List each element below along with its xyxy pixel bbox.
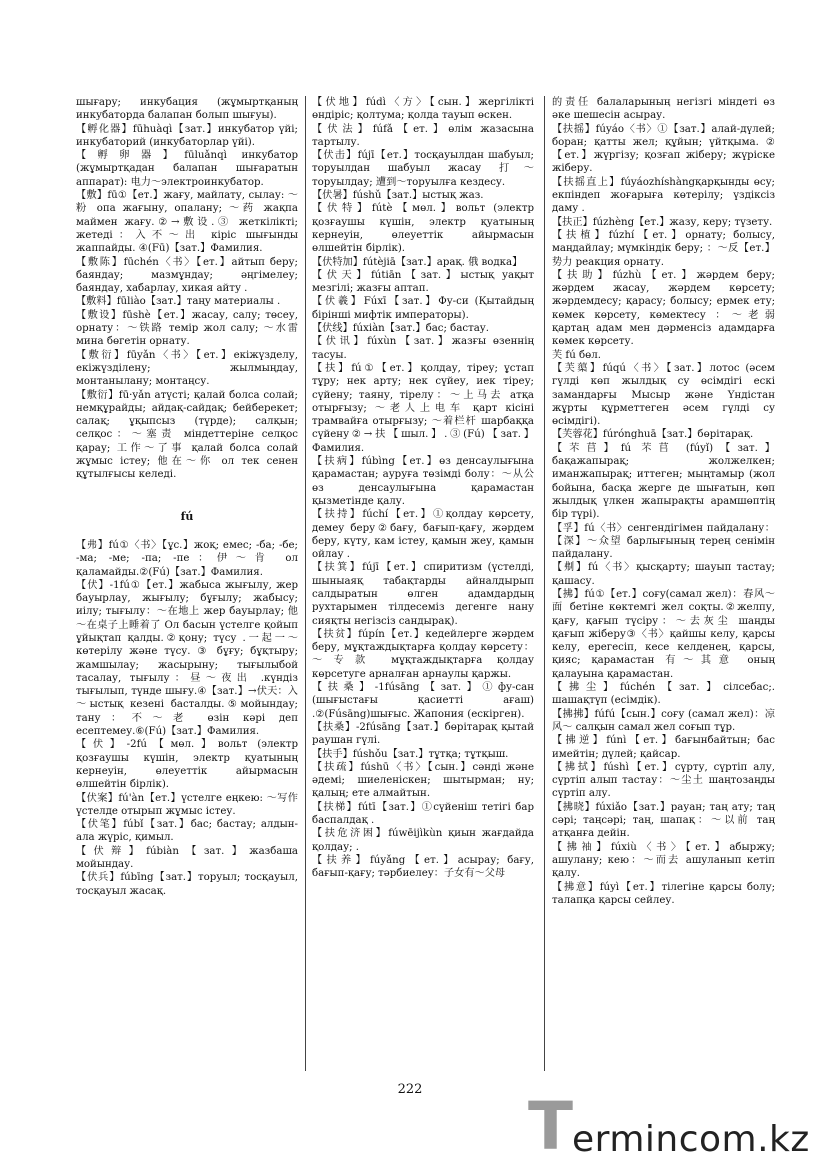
dictionary-entry: 【伏法】fúfǎ【ет.】өлім жазасына тартылу. [312,123,534,148]
dictionary-entry: 【伏】-2fú【мөл.】вольт (электр қозғаушы күшін, электр қуатының кернеуін, өлеуеттік айырмасын өлшейтін бірлік). [76,739,298,791]
dictionary-entry: 【伏暑】fúshǔ【зат.】ыстық жаз. [312,190,484,202]
dictionary-entry: 【孵卵器】fūluǎnqì инкубатор (жұмыртқадан балапан шығаратын аппарат): 电力～электроинкубатор. [76,150,298,188]
column-divider-1 [305,96,306,1071]
dictionary-entry: 【弗】fú①〈书〉【ұс.】жоқ; емес; -ба; -бе; -ма; -ме; -па; -пе：伊～肯 ол қаламайды.②(Fú)【зат.】Фамилия. [76,539,298,578]
logo-text: ermincom.kz [572,1119,810,1160]
dictionary-entry: 【拂】fú①【ет.】соғу(самал жел)：春风～面 бетіне көктемгі жел соқты.②желпу, қағу, қағып түсіру：～去灰尘 шаңды қағып жіберу③〈书〉қайшы келу, қарсы келу, ерегесіп, кесе келденең, қарсы, қияс; қарамастан 有～其意 оның қалауына қарамастан. [552,588,775,680]
dictionary-entry: 【敷衍】fū·yǎn атүсті; қалай болса солай; немқұрайды; айдақ-сайдақ; бейберекет; салақ; ұқыпсыз (түрде); салқын; селқос：～塞责 міндеттеріне селқос қарау; 工作～了事 қалай болса солай жұмыс істеу; 他在～你 ол тек сенен құтылғысы келеді. [76,389,298,481]
dictionary-entry: 【敷料】fūliào【зат.】таңу материалы . [76,296,281,308]
dictionary-entry: 【芣苢】fú 芣苢 (fúyǐ)【зат.】бақажапырақ; жолжелкен; иманжапырақ; иттеген; мыңтамыр (жол бойына, басқа жерге де шығатын, көп жылдық үлкен жапырақты арамшөптің бір түрі). [552,442,775,521]
column-divider-2 [544,96,545,1071]
termincom-logo [528,1088,818,1165]
dictionary-entry: 【扶】fú①【ет.】қолдау, тіреу; ұстап тұру; нек арту; нек сүйеу, иек тіреу; сүйену; таяну, тірелу：～上马去 атқа отырғызу; ～老人上电车 қарт кісіні трамвайға отырғызу; ～着栏杆 шарбаққа сүйену②→扶【шыл.】.③(Fú)【зат.】Фамилия. [312,362,534,454]
dictionary-entry: 【拂晓】fúxiǎo【зат.】рауан; таң ату; таң сәрі; таңсәрі; таң, шапақ：～以前 таң атқанға дейін. [552,801,775,840]
dictionary-entry: 【扶摇】fúyáo〈书〉①【зат.】алай-дүлей; боран; қатты жел; құйын; үйтқыма. ②【ет.】жүргізу; қозғап жіберу; жүріске жіберу. [552,123,775,175]
dictionary-entry: 【伏案】fú'àn【ет.】үстелге еңкею: ～写作 үстелде отырып жұмыс істеу. [76,792,298,817]
entries-left-bottom [76,539,298,898]
dictionary-entry: 【拂拭】fúshì【ет.】сүрту, сүртіп алу, сүртіп алып тастау：～尘土 шаңтозаңды сүртіп алу. [552,761,775,800]
dictionary-entry: 【伏】-1fú①【ет.】жабыса жығылу, жер бауырлау, жығылу; бұғылу; жабысу; иілу; тығылу：～在地上 жер бауырлау; 他～在桌子上睡着了 Ол басын үстелге қойып ұйықтап қалды.②қону; түсу .一起一～ көтерілу және түсу. ③ бұғу; бұқтыру; жамшылау; жасырыну; тығылыбой тасалау, тығылу：昼～夜出 .күндіз тығылып, түнде шығу.④【зат.】→伏天：入～ыстық кезені басталды.⑤мойындау; тану：不～老 өзін кәрі деп есептемеу.⑥(Fú)【зат.】Фамилия. [76,579,298,738]
column-right [552,96,775,1071]
dictionary-entry: 【扶持】fúchí【ет.】①қолдау көрсету, демеу беру②бағу, бағып-қағу, жәрдем беру, күту, кам істеу, қамын жеу, қамын ойлау . [312,509,534,561]
entries-right [552,96,775,907]
page-number: 222 [397,1082,423,1097]
dictionary-entry: 【伏兵】fúbīng【зат.】торуыл; тосқауыл, тосқауыл жасақ. [76,872,298,897]
dictionary-entry: 【芙蕖】fúqú〈书〉【зат.】лотос (әсем гүлді көп жылдық су өсімдігі ескі замандарғы Мысыр және Үндістан жұрты құрметтеген әсем гүлді су өсімдігі). [552,362,775,428]
dictionary-entry: 【伏讯】fúxùn【зат.】жазғы өзеннің тасуы. [312,336,534,361]
column-middle [312,96,534,1071]
dictionary-entry: 【扶正】fúzhèng【ет.】жазу, керу; түзету. [552,216,773,228]
dictionary-entry: 的责任 балаларының негізгі міндеті өз әке шешесін асырау. [552,97,775,122]
entries-middle [312,96,534,881]
dictionary-entry: 【伏辩】fúbiàn【зат.】жазбаша мойындау. [76,845,298,871]
dictionary-entry: 【伏特】fútè【мөл.】вольт (электр қозғаушы күшін, электр қуатының кернеуін, өлеуеттік айырмасын өлшейтін бірлік). [312,203,534,255]
dictionary-entry: 【拂意】fúyì【ет.】тілегіне қарсы болу; талапқа қарсы сейлеу. [552,881,775,906]
dictionary-entry: 【伏击】fújī【ет.】тосқауылдан шабуыл; торуылдан шабуыл жасау 打～торуылдау; 遭到～торуылға кездесу. [312,150,534,188]
dictionary-entry: 【拂逆】fúnì【ет.】бағынбайтын; бас имейтін; дүлей; қайсар. [552,735,775,760]
dictionary-entry: 【扶梯】fútī【зат.】①сүйеніш тетігі бар баспалдақ . [312,801,534,827]
dictionary-entry: 芙 fú бөл. [552,349,601,361]
dictionary-entry: 【扶疏】fúshū〈书〉【сын.】сәнді және әдемі; шиеленіскен; шытырман; ну; қалың; ете алмайтын. [312,761,534,800]
dictionary-entry: 【敷设】fūshè【ет.】жасау, салу; төсеу, орнату：～铁路 темір жол салу; ～水雷 мина бөгетін орнату. [76,309,298,348]
dictionary-entry: 【伏线】fúxiàn【зат.】бас; бастау. [312,323,490,335]
dictionary-entry: 【拂袖】fúxiù〈书〉【ет.】абыржу; ашулану; кею：～而去 ашуланып кетіп қалу. [552,841,775,880]
dictionary-entry: 【伏羲】Fúxī【зат.】Фу-си (Қытайдың бірінші мифтік императоры). [312,296,534,321]
dictionary-entry: 【扶助】fúzhù【ет.】жәрдем беру; жәрдем жасау, жәрдем көрсету; жәрдемдесу; қарасу; болысу; ермек ету; көмек көрсету, көмектесу ：～老弱 қартаң адам мен дәрменсіз адамдарға көмек көрсету. [552,269,775,348]
dictionary-entry: 【伏地】fúdì〈方〉【сын.】жергілікті өндіріс; қолтума; қолда тауып өскен. [312,97,534,122]
dictionary-entry: 【伏笔】fúbǐ【зат.】бас; бастау; алдын-ала жүріс, қимыл. [76,819,298,844]
dictionary-entry: 【孚】fú〈书〉сенгендігімен пайдалану：【深】～众望 барлығының терең сенімін пайдалану. [552,522,775,561]
dictionary-entry: 【孵化器】fūhuàqì【зат.】инкубатор үйі; инкубаторий (инкубаторлар үйі). [76,123,298,148]
dictionary-entry: 【扶桑】-1fúsāng【зат.】①фу-сан (шығыстағы қасиетті ағаш) .②(Fúsāng)шығыс. Жапония (ескірген). [312,682,534,720]
dictionary-entry: 【扶危济困】fúwēijìkùn қиын жағдайда қолдау; . [312,828,534,853]
dictionary-entry: 【伏天】fútiān【зат.】ыстық уақыт мезгілі; жазғы аптап. [312,269,534,295]
dictionary-entry: 【扶箕】fújī【ет.】спиритизм (үстелді, шыныаяқ табақтарды айналдырып салдыратын өлген адамдардың рухтарымен тілдесеміз дегенге нану сияқты негізсіз сандырақ). [312,562,534,627]
entries-left-top [76,96,298,482]
section-heading: fú [180,509,194,523]
dictionary-entry: шығару; инкубация (жұмыртқаның инкубаторда балапан болып шығуы). [76,97,298,122]
column-left [76,96,298,1071]
dictionary-entry: 【扶手】fúshǒu【зат.】тұтқа; тұтқыш. [312,748,509,760]
dictionary-entry: 【芙蓉花】fúrónghuā【зат.】бөрітарақ. [552,429,754,441]
dictionary-entry: 【伏特加】fútèjiā【зат.】арақ. 俄 водка】 [312,256,523,268]
dictionary-entry: 【扶贫】fúpín【ет.】кедейлерге жәрдем беру, мұқтаждықтарға қолдау көрсету：～专款 мұқтаждықтарға қолдау көрсетуге арналған арнаулы қаржы. [312,628,534,680]
dictionary-entry: 【扶桑】-2fúsāng【зат.】бөрітарақ қытай раушан гүлі. [312,721,534,747]
dictionary-entry: 【扶植】fúzhí【ет.】орнату; болысу, маңдайлау; мүмкіндік беру; ：～反【ет.】势力 реакция орнату. [552,229,775,268]
dictionary-entry: 【敷陈】fūchén〈书〉【ет.】айтып беру; баяндау; мазмұндау; әңгімелеу; баяндау, хабарлау, хикая айту . [76,256,298,295]
dictionary-entry: 【扶摇直上】fúyáozhíshàngқарқынды өсу; екпіндеп жоғарыға көтерілу; үздіксіз даму . [552,176,775,215]
dictionary-entry: 【扶病】fúbìng【ет.】өз денсаулығына қарамастан; ауруға төзімді болу：～从公 өз денсаулығына қарамастан қызметінде қалу. [312,456,534,507]
dictionary-entry: 【敷衍】fūyǎn〈书〉【ет.】екіжүзделу, екіжүзділену; жылмыңдау, монтанылану; монтаңсу. [76,349,298,388]
dictionary-entry: 【敷】fū①【ет.】жағу, майлату, сылау: ～粉 опа жағыну, опалану; ～药 жақпа маймен жағу.②→敷设.③ жеткілікті; жетеді：入不～出 кіріс шығынды жаппайды. ④(Fū)【зат.】Фамилия. [76,190,298,255]
dictionary-entry: 【刜】fú〈书〉қысқарту; шауып тастау; қашасу. [552,562,775,587]
logo-letter-t: T [528,1088,574,1165]
dictionary-entry: 【拂拂】fúfú【сын.】соғу (самал жел)：凉风～ салқын самал жел соғып тұр. [552,708,775,733]
dictionary-entry: 【拂尘】fúchén【зат.】сілсебас;. шашақтүп (есімдік). [552,682,775,707]
dictionary-entry: 【扶养】fúyǎng【ет.】асырау; бағу, бағып-қағу; тәрбиелеу：子女有～父母 [312,854,534,880]
